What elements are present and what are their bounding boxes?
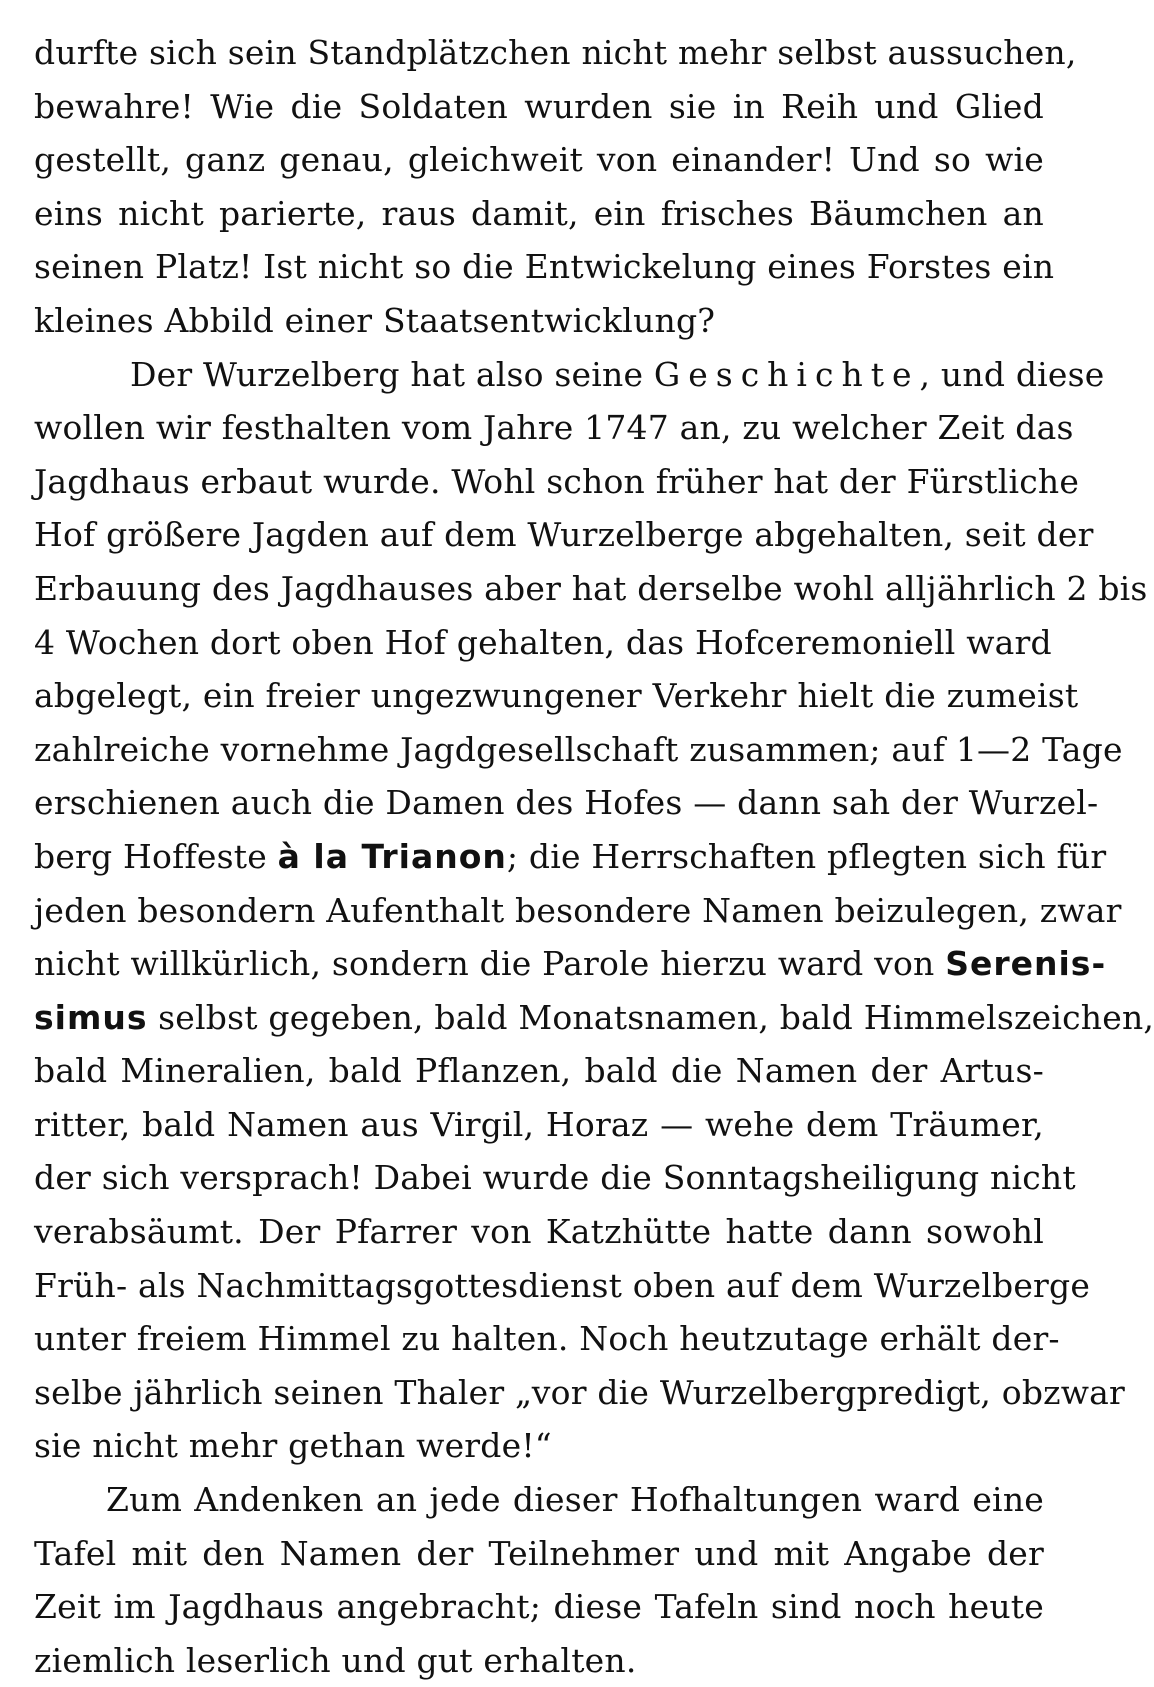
bold-phrase: Serenis-: [945, 944, 1107, 984]
text-line: abgelegt, ein freier ungezwungener Verkehr hielt die zumeist: [34, 676, 1079, 716]
text-line: zahlreiche vornehme Jagdgesellschaft zusammen; auf 1—2 Tage: [34, 729, 1123, 769]
text-line: [34, 991, 1154, 1045]
text-line: [34, 830, 1107, 884]
text-line: wollen wir festhalten vom Jahre 1747 an, zu welcher Zeit das: [34, 408, 1074, 448]
text-line: ritter, bald Namen aus Virgil, Horaz — wehe dem Träumer,: [34, 1104, 1044, 1144]
text-line: jeden besondern Aufenthalt besondere Namen beizulegen, zwar: [34, 890, 1122, 930]
paragraph-2: [34, 348, 1154, 1473]
text-line: selbe jährlich seinen Thaler „vor die Wurzelbergpredigt, obzwar: [34, 1372, 1126, 1412]
text-run: selbst gegeben, bald Monatsnamen, bald Himmelszeichen,: [147, 997, 1154, 1037]
text-line: ziemlich leserlich und gut erhalten.: [34, 1640, 637, 1680]
text-line: verabsäumt. Der Pfarrer von Katzhütte hatte dann sowohl: [34, 1212, 1044, 1252]
text-line: Zum Andenken an jede dieser Hofhaltungen ward eine: [106, 1480, 1044, 1520]
paragraph-1: [34, 26, 1077, 348]
document-page: [34, 26, 1154, 1687]
text-line: der sich versprach! Dabei wurde die Sonntagsheiligung nicht: [34, 1158, 1076, 1198]
emphasized-word: Geschichte: [653, 354, 920, 394]
text-line: [34, 348, 1105, 402]
bold-phrase: à la Trianon: [277, 836, 507, 876]
text-run: berg Hoffeste: [34, 836, 278, 876]
text-line: unter freiem Himmel zu halten. Noch heutzutage erhält der-: [34, 1319, 1060, 1359]
text-line: [34, 937, 1107, 991]
text-line: bald Mineralien, bald Pflanzen, bald die Namen der Artus-: [34, 1051, 1044, 1091]
text-line: Früh- als Nachmittagsgottesdienst oben auf dem Wurzelberge: [34, 1265, 1091, 1305]
text-line: kleines Abbild einer Staatsentwicklung?: [34, 300, 716, 340]
text-line: Erbauung des Jagdhauses aber hat derselbe wohl alljährlich 2 bis: [34, 568, 1148, 608]
text-run: , und diese: [919, 354, 1105, 394]
text-line: seinen Platz! Ist nicht so die Entwickelung eines Forstes ein: [34, 247, 1055, 287]
paragraph-3: [34, 1473, 1044, 1687]
text-line: 4 Wochen dort oben Hof gehalten, das Hofceremoniell ward: [34, 622, 1052, 662]
text-line: durfte sich sein Standplätzchen nicht mehr selbst aussuchen,: [34, 33, 1077, 72]
text-line: Zeit im Jagdhaus angebracht; diese Tafeln sind noch heute: [34, 1587, 1044, 1627]
text-line: Tafel mit den Namen der Teilnehmer und mit Angabe der: [34, 1533, 1044, 1573]
text-line: bewahre! Wie die Soldaten wurden sie in Reih und Glied: [34, 86, 1044, 126]
text-line: eins nicht parierte, raus damit, ein frisches Bäumchen an: [34, 193, 1044, 233]
text-line: sie nicht mehr gethan werde!“: [34, 1426, 552, 1466]
text-run: nicht willkürlich, sondern die Parole hierzu ward von: [34, 944, 946, 984]
text-run: Der Wurzelberg hat also seine: [130, 354, 654, 394]
text-line: gestellt, ganz genau, gleichweit von einander! Und so wie: [34, 140, 1044, 180]
bold-phrase: simus: [34, 997, 148, 1037]
text-line: Jagdhaus erbaut wurde. Wohl schon früher hat der Fürstliche: [34, 461, 1080, 501]
text-line: Hof größere Jagden auf dem Wurzelberge abgehalten, seit der: [34, 515, 1094, 555]
text-line: erschienen auch die Damen des Hofes — dann sah der Wurzel-: [34, 783, 1099, 823]
text-run: ; die Herrschaften pflegten sich für: [506, 836, 1107, 876]
